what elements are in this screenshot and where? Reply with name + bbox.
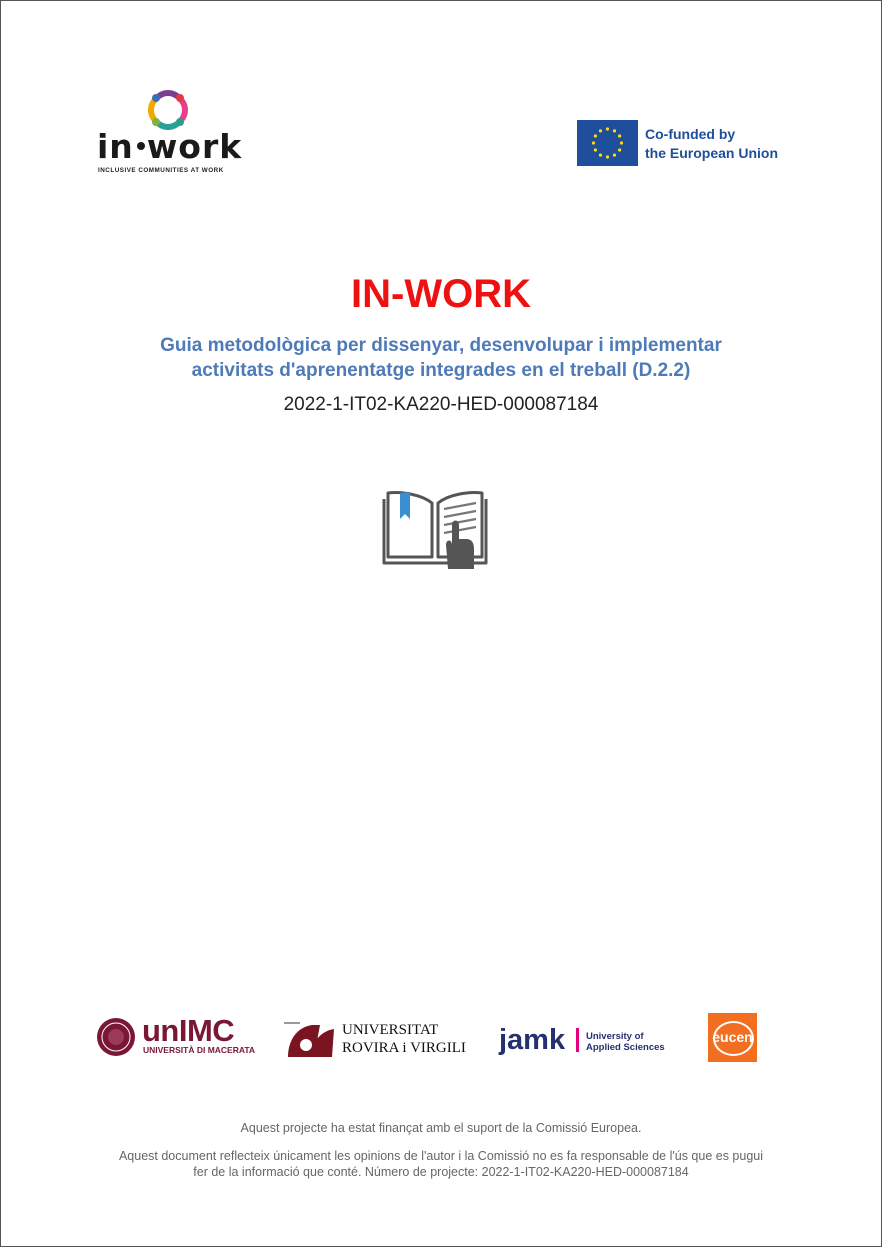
subtitle-line-1: Guia metodològica per dissenyar, desenvolupar i implementar <box>160 335 722 356</box>
book-touch-icon <box>382 485 488 571</box>
jamk-divider <box>576 1028 579 1052</box>
unimc-logo <box>96 1015 256 1061</box>
in-work-logo <box>97 87 247 179</box>
eu-cofunded-text: Co-funded by the European Union <box>645 126 778 161</box>
eucen-logo <box>708 1013 757 1062</box>
urv-wordmark: UNIVERSITAT ROVIRA i VIRGILI <box>342 1022 466 1056</box>
disclaimer-line-2: fer de la informació que conté. Número de projecte: 2022-1-IT02-KA220-HED-000087184 <box>193 1165 689 1179</box>
disclaimer-line-1: Aquest document reflecteix únicament les opinions de l'autor i la Comissió no es fa responsable de l'ús que es pugui <box>118 1149 764 1163</box>
eu-cofunded-logo <box>577 120 797 166</box>
unimc-subtitle: UNIVERSITÀ DI MACERATA <box>143 1045 256 1055</box>
jamk-logo <box>499 1023 679 1059</box>
disclaimer <box>1 1148 881 1180</box>
jamk-wordmark: jamk <box>499 1024 566 1056</box>
eu-flag-icon <box>577 120 638 166</box>
funding-note: Aquest projecte ha estat finançat amb el suport de la Comissió Europea. <box>240 1121 642 1135</box>
jamk-subtitle: University of Applied Sciences <box>586 1031 665 1053</box>
subtitle-line-2: activitats d'aprenentatge integrades en el treball (D.2.2) <box>191 360 691 381</box>
in-work-wordmark: in work <box>97 127 243 166</box>
urv-logo <box>284 1017 474 1061</box>
document-title: IN-WORK <box>351 272 531 316</box>
eucen-wordmark: eucen <box>712 1029 753 1045</box>
unimc-seal-icon <box>96 1017 136 1057</box>
urv-emblem-icon <box>284 1017 338 1061</box>
unimc-wordmark: unIMC <box>142 1013 235 1048</box>
project-code: 2022-1-IT02-KA220-HED-000087184 <box>283 394 599 415</box>
in-work-tagline: INCLUSIVE COMMUNITIES AT WORK <box>98 167 224 174</box>
document-subtitle <box>1 333 881 383</box>
